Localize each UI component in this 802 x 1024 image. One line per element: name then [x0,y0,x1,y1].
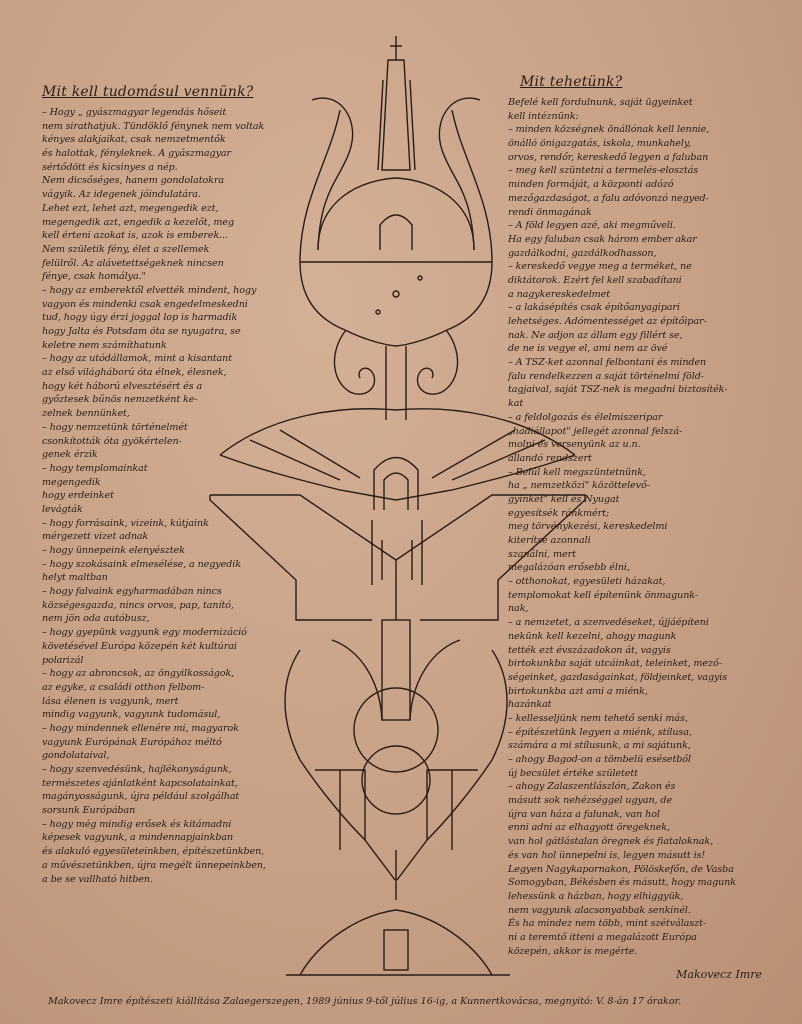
text-line: vágyik. Az idegenek jóindulatára. [42,189,201,201]
text-line: és halottak, fényleknek. A gyászmagyar [42,148,232,160]
lower-tower [382,620,410,720]
text-line: mezőgazdaságot, a falu adóvonzó negyed- [508,192,709,204]
right-column-text [508,96,778,958]
text-line: követésével Európa közepén két kultúrai [42,640,237,652]
text-line: diktátorok. Ezért fel kell szabadítani [508,274,682,286]
text-line: természetes ajánlatként kapcsolatainkat, [42,777,238,789]
text-line: nem vagyunk alacsonyabbak senkinél. [508,904,691,916]
text-line: tették ezt évszázadokon át, vagyis [508,644,671,656]
text-line: vagyunk Európának Európához méltó [42,736,222,748]
text-line: másutt sok nehézséggel ugyan, de [508,795,673,807]
text-line: – hogy gyepünk vagyunk egy modernizáció [42,627,247,639]
text-line: – hogy mindennek ellenére mi, magyarok [42,722,239,734]
text-line: számára a mi stílusunk, a mi sajátunk, [508,740,691,752]
text-line: nekünk kell kezelni, ahogy magunk [508,630,677,642]
text-line: – hogy nemzetünk történelmét [42,421,188,433]
text-line: Somogyban, Békésben és másutt, hogy magunk [508,877,736,889]
text-line: lehessünk a házban, hogy elhiggyük, [508,890,684,902]
text-line: az első világháború óta élnek, élesnek, [42,367,227,379]
text-line: – hogy még mindig erősek és kitámadni [42,818,232,830]
text-line: mindig vagyunk, vagyunk tudomásul, [42,709,221,721]
text-line: Legyen Nagykapornakon, Pölöskefőn, de Vasba [508,863,734,875]
text-line: új becsület értéke született [508,767,638,779]
text-line: – a feldolgozás és élelmiszeripar [508,411,663,423]
text-line: közepén, akkor is megérte. [508,945,638,957]
center-arch [374,458,418,511]
text-line: gondolataival, [42,750,110,762]
text-line: – hogy szenvedésünk, hajlékonyságunk, [42,764,232,775]
text-line: hogy Jalta és Potsdam óta se nyugatra, se [42,326,241,337]
text-line: „hadiállapot" jellegét azonnal felszá- [508,425,683,437]
text-line: helyt maltban [42,572,108,584]
text-line: de ne is vegye el, ami nem az övé [508,343,668,355]
text-line: képesek vagyunk, a mindennapjainkban [42,832,234,844]
text-line: tud, hogy úgy érzi joggal lop is harmadik [42,312,238,324]
text-line: sértődött és kicsinyes a nép. [42,161,178,173]
text-line: szanálni, mert [508,548,576,560]
text-line: az egyke, a családi otthon felbom- [42,681,205,693]
text-line: fénye, csak homálya." [42,271,146,283]
text-line: – Hogy „ gyászmagyar legendás hőseit [42,107,227,118]
text-line: önálló önigazgatás, iskola, munkahely, [508,138,691,150]
text-line: ha „ nemzetközi" közöttelevő- [508,480,650,492]
text-line: nem jön oda autóbusz, [42,613,150,625]
right-horn [439,98,480,250]
text-line: Lehet ezt, lehet azt, megengedik ezt, [42,202,219,214]
text-line: – a nemzetet, a szenvedéseket, újjáépíteni [508,617,709,629]
lower-circle-2 [362,746,430,814]
text-line: minden formáját, a központi adózó [508,179,674,191]
text-line: falu rendelkezzen a saját történelmi föld- [508,370,704,382]
text-line: genek érzik [42,449,98,461]
text-line: – ahogy Bagod-on a tömbelü esésetből [508,754,691,765]
text-line: újra van háza a falunak, van hol [508,808,660,820]
text-line: – kellesseljünk nem tehető senki más, [508,712,688,724]
text-line: kiterítse azonnali [508,535,591,546]
text-line: állandó rendszert [508,452,592,464]
text-line: kell intéznünk: [508,110,579,122]
text-line: – A föld legyen azé, aki megműveli. [508,220,676,232]
text-line: keletre nem számíthatunk [42,339,167,351]
text-line: – hogy az abroncsok, az öngyilkosságok, [42,668,235,680]
text-line: molni és versenyünk az u.n. [508,439,641,451]
text-line: – meg kell szüntetni a termelés-elosztás [508,165,699,177]
text-line: Nem dicsőséges, hanem gondolatokra [42,175,224,187]
text-line: lehetséges. Adómentességet az építőipar- [508,316,707,327]
text-line: sorsunk Európában [42,805,136,817]
text-line: levágták [42,503,83,515]
text-line: – otthonokat, egyesületi házakat, [508,576,666,588]
text-line: nak, [508,603,529,615]
text-line: kat [508,398,524,410]
roof-arc [318,178,474,250]
text-line: Ha egy faluban csak három ember akar [508,233,697,245]
text-line: a be se vallható hitben. [42,873,153,885]
text-line: – Belül kell megszüntetnünk, [508,466,646,478]
text-line: – hogy falvaink egyharmadában nincs [42,586,222,598]
text-line: nem sirathatjuk. Tündöklő fénynek nem voltak [42,120,265,132]
text-line: orvos, rendőr, kereskedő legyen a faluban [508,151,709,163]
text-line: megengedik azt, engedik a kezelőt, meg [42,216,235,228]
text-line: mérgezett vizet adnak [42,531,149,543]
text-line: kényes alakjaikat, csak nemzetmentők [42,134,226,146]
text-line: nak. Ne adjon az állam egy fillért se, [508,329,683,341]
text-line: polarizál [42,654,84,666]
text-line: a nagykereskedelmet [508,288,611,300]
chapel-dome [300,910,492,975]
text-line: Nem születik fény, élet a szellemek [42,243,210,255]
text-line: gyinket" kell és Nyugat [508,493,620,505]
text-line: és alakuló egyesületeinkben, építészetünkben, [42,846,265,858]
text-line: magányosságunk, újra például szolgálhat [42,791,240,803]
bowl [300,262,492,346]
text-line: – hogy az emberektől elvették mindent, hogy [42,284,257,296]
text-line: templomokat kell építenünk önmagunk- [508,589,698,601]
text-line: zelnek bennünket, [42,408,130,420]
right-column-title: Mit tehetünk? [520,74,623,90]
text-line: hogy két háború elvesztésért és a [42,380,203,392]
text-line: – hogy az utódállamok, mint a kisantant [42,353,232,365]
text-line: És ha mindez nem több, mint szétválaszt- [508,918,706,930]
text-line: Befelé kell fordulnunk, saját ügyeinket [508,97,693,108]
text-line: – minden községnek önállónak kell lennie, [508,124,710,136]
text-line: győztesek bűnös nemzetként ke- [42,394,198,406]
text-line: birtokunkba azt ami a miénk, [508,685,648,697]
text-line: megengedik [42,476,101,488]
text-line: kell érteni azokat is, azok is emberek... [42,230,229,242]
text-line: – hogy szokásaink elmesélése, a negyedik [42,558,241,570]
text-line: – kereskedő vegye meg a terméket, ne [508,261,692,273]
lower-circle-1 [354,688,438,772]
text-line: ségeinket, gazdaságainkat, földjeinket, vagyis [508,671,728,683]
text-line: a művészetünkben, újra megélt ünnepeinkben, [42,859,266,871]
text-line: lása élenen is vagyunk, mert [42,695,179,707]
text-line: gazdálkodni, gazdálkodhasson, [508,247,657,259]
spire-body [382,60,410,170]
text-line: ni a teremtő itteni a megalázott Európa [508,931,697,943]
text-line: rendi önmagának [508,206,592,218]
text-line: – hogy forrásaink, vizeink, kútjaink [42,517,209,529]
signature: Makovecz Imre [676,968,762,981]
text-line: – ahogy Zalaszentlászlón, Zakon és [508,781,676,793]
text-line: csonkították óta gyökértelen- [42,435,182,447]
text-line: hazánkat [508,699,552,711]
text-line: egyesítsék ránkmért; [508,507,609,519]
text-line: tagjaival, saját TSZ-nek is megadni biztosíték- [508,384,728,396]
text-line: – építészetünk legyen a miénk, stílusa, [508,726,692,738]
text-line: meg törvénykezési, kereskedelmi [508,521,668,533]
text-line: – hogy templomainkat [42,462,148,474]
text-line: birtokunkba saját utcáinkat, teleinket, mező- [508,658,722,670]
text-line: van hol gátlástalan öregnek és fiataloknak, [508,836,714,848]
text-line: felülről. Az alávetettségeknek nincsen [42,257,224,269]
text-line: enni adni az elhagyott öregeknek, [508,822,670,834]
text-line: vagyon és mindenki csak engedelmeskedni [42,298,248,310]
left-horn [312,98,353,250]
left-column-text [42,106,312,886]
text-line: és van hol ünnepelni is, legyen másutt is! [508,849,706,861]
text-line: – hogy ünnepeink elenyésztek [42,545,185,556]
left-column-title: Mit kell tudomásul vennünk? [42,84,254,100]
text-line: – a lakásépítés csak építőanyagipari [508,302,680,314]
text-line: – A TSZ-ket azonnal felbontani és minden [508,357,707,369]
text-line: községesgazda, nincs orvos, pap, tanító, [42,599,234,611]
text-line: hogy erdeinket [42,490,114,502]
text-line: megalázóan erősebb élni, [508,562,630,574]
footer-note: Makovecz Imre építészeti kiállítása Zalaegerszegen, 1989 június 9-től július 16-ig, a Kunnertkovácsa, megnyitó: V. 8-án 17 órakor. [48,996,682,1007]
